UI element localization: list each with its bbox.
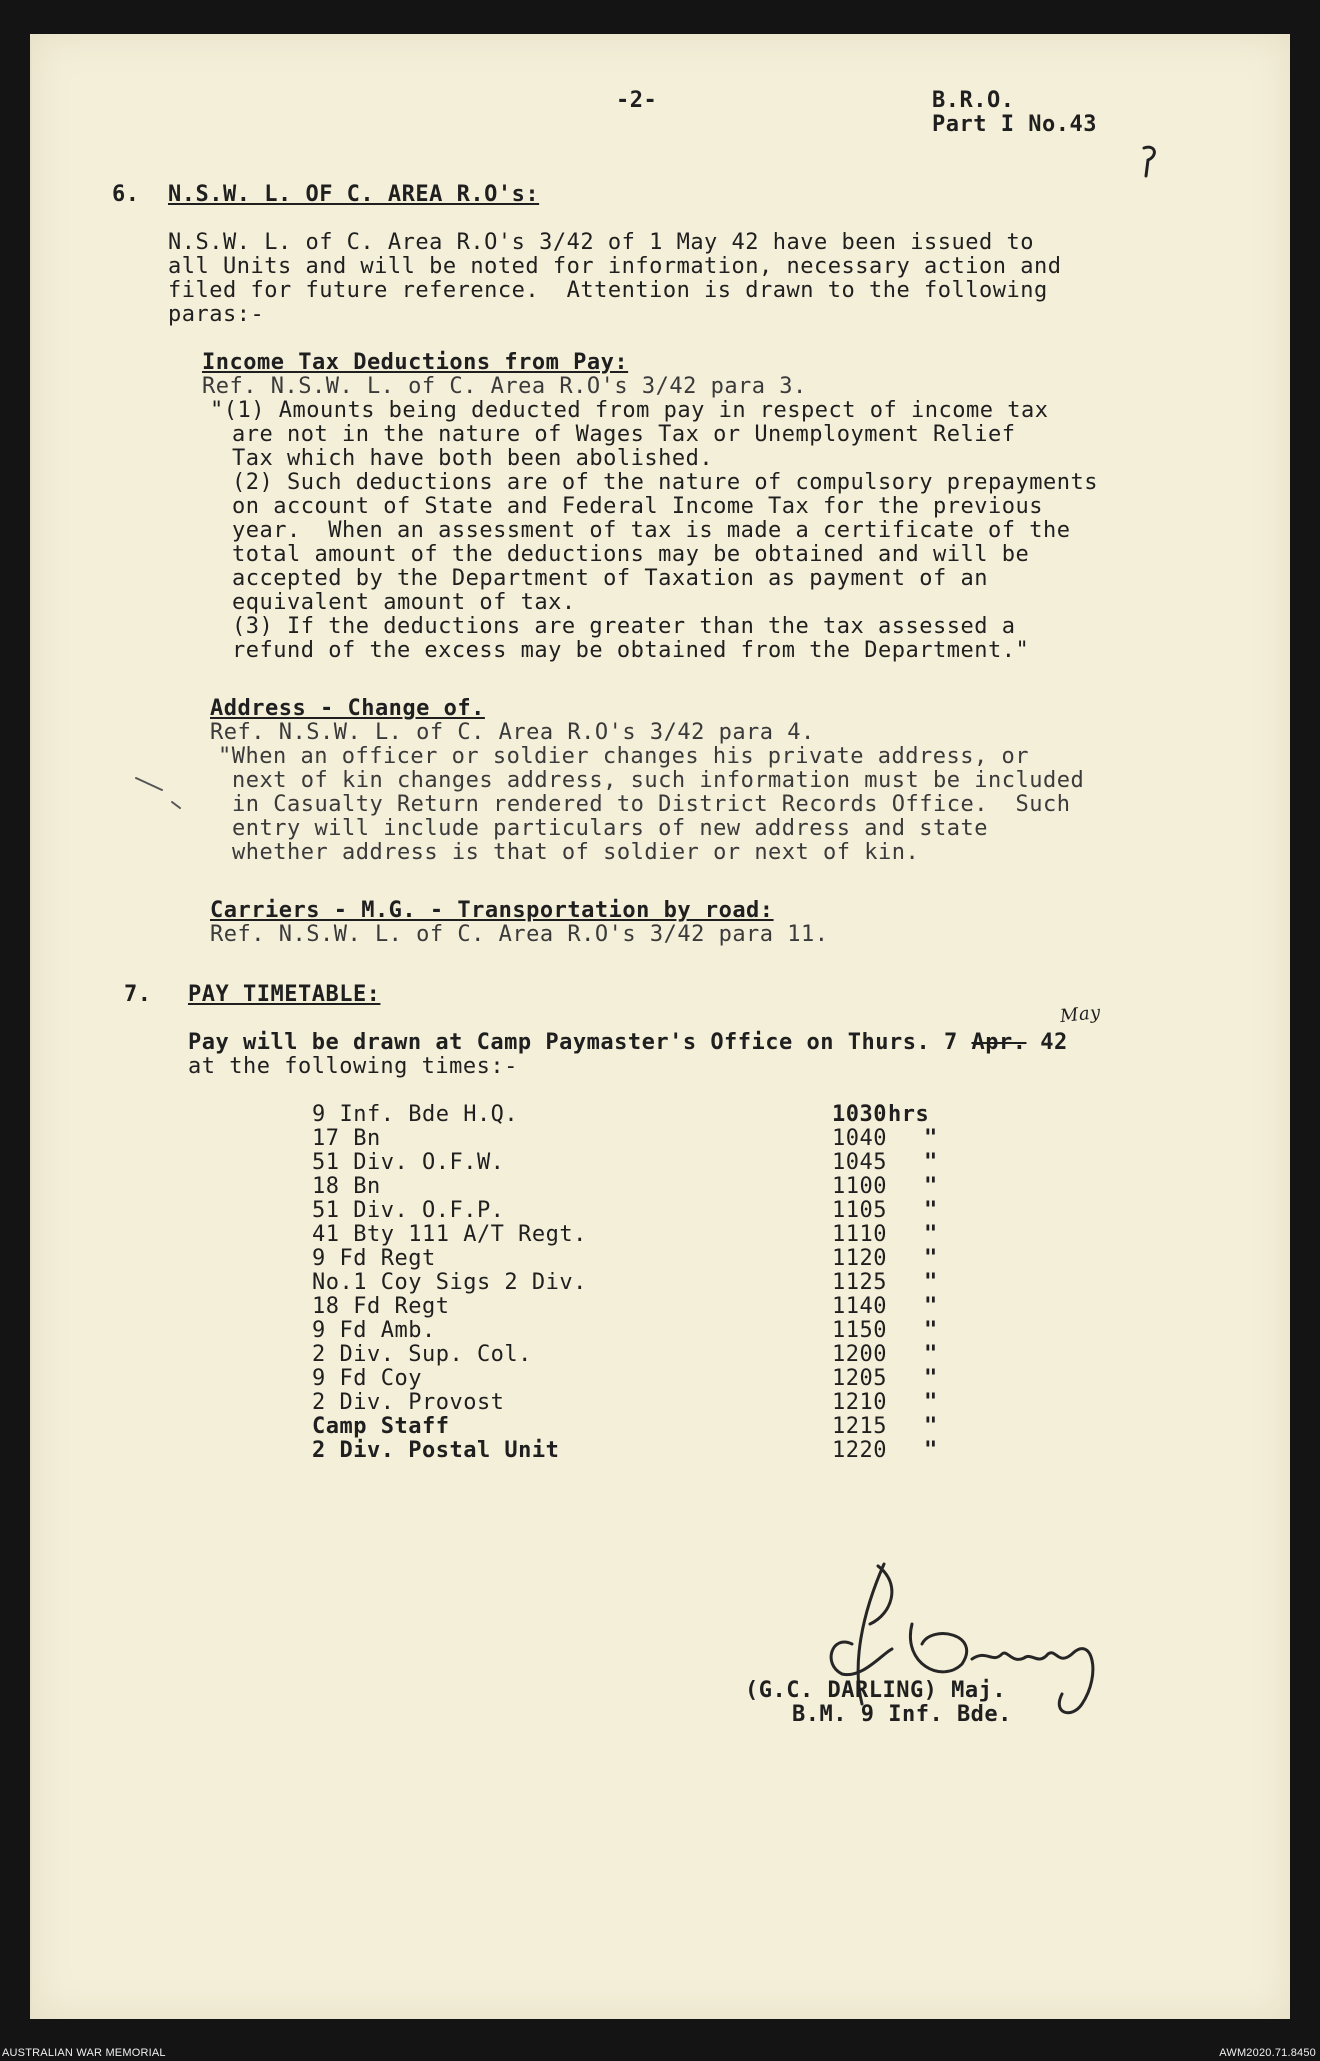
income-tax-line: Tax which have both been abolished. <box>232 446 714 471</box>
hrs-label: hrs <box>888 1102 930 1127</box>
document-page <box>30 34 1290 2019</box>
pay-intro-line-2: at the following times:- <box>188 1054 518 1079</box>
income-tax-line: (2) Such deductions are of the nature of compulsory prepayments <box>232 470 1098 495</box>
income-tax-heading: Income Tax Deductions from Pay: <box>202 350 629 375</box>
address-line: entry will include particulars of new address and state <box>232 816 988 841</box>
timetable-time: 1030 <box>832 1102 887 1127</box>
address-reference: Ref. N.S.W. L. of C. Area R.O's 3/42 para 4. <box>210 720 815 745</box>
section-7-number: 7. <box>124 982 152 1007</box>
ditto-mark: " <box>924 1150 938 1175</box>
timetable-unit: 18 Fd Regt <box>312 1294 450 1319</box>
timetable-time: 1045 <box>832 1150 887 1175</box>
ditto-mark: " <box>924 1198 938 1223</box>
ditto-mark: " <box>924 1342 938 1367</box>
address-heading: Address - Change of. <box>210 696 485 721</box>
timetable-unit: 9 Fd Amb. <box>312 1318 436 1343</box>
timetable-unit: 18 Bn <box>312 1174 381 1199</box>
part-number: Part I No.43 <box>932 112 1097 137</box>
ditto-mark: " <box>924 1294 938 1319</box>
ditto-mark: " <box>924 1414 938 1439</box>
timetable-time: 1125 <box>832 1270 887 1295</box>
income-tax-line: "(1) Amounts being deducted from pay in respect of income tax <box>210 398 1049 423</box>
income-tax-line: on account of State and Federal Income Tax for the previous <box>232 494 1043 519</box>
timetable-time: 1150 <box>832 1318 887 1343</box>
income-tax-line: are not in the nature of Wages Tax or Unemployment Relief <box>232 422 1016 447</box>
timetable-time: 1120 <box>832 1246 887 1271</box>
timetable-unit: 9 Inf. Bde H.Q. <box>312 1102 519 1127</box>
timetable-unit: 51 Div. O.F.P. <box>312 1198 505 1223</box>
section-6-heading: N.S.W. L. OF C. AREA R.O's: <box>168 182 540 207</box>
section-6-intro-line: paras:- <box>168 302 265 327</box>
pay-intro-suffix: 42 <box>1026 1030 1068 1055</box>
section-6-intro-line: all Units and will be noted for information, necessary action and <box>168 254 1062 279</box>
ditto-mark: " <box>924 1174 938 1199</box>
ditto-mark: " <box>924 1222 938 1247</box>
section-6-number: 6. <box>112 182 140 207</box>
pay-timetable <box>32 1104 1290 1504</box>
pay-intro-prefix: Pay will be drawn at Camp Paymaster's Office on Thurs. 7 <box>188 1030 972 1055</box>
ink-mark <box>1136 142 1166 182</box>
address-line: next of kin changes address, such information must be included <box>232 768 1085 793</box>
ditto-mark: " <box>924 1270 938 1295</box>
struck-month: Apr. <box>971 1030 1027 1055</box>
footer-record-id: AWM2020.71.8450 <box>1219 2047 1316 2059</box>
income-tax-line: (3) If the deductions are greater than the tax assessed a <box>232 614 1016 639</box>
timetable-unit: 2 Div. Provost <box>312 1390 505 1415</box>
timetable-unit: 17 Bn <box>312 1126 381 1151</box>
timetable-time: 1100 <box>832 1174 887 1199</box>
timetable-time: 1105 <box>832 1198 887 1223</box>
carriers-reference: Ref. N.S.W. L. of C. Area R.O's 3/42 para 11. <box>210 922 829 947</box>
timetable-time: 1200 <box>832 1342 887 1367</box>
ditto-mark: " <box>924 1246 938 1271</box>
bro-reference: B.R.O. <box>932 88 1015 113</box>
ditto-mark: " <box>924 1390 938 1415</box>
timetable-time: 1140 <box>832 1294 887 1319</box>
ditto-mark: " <box>924 1126 938 1151</box>
timetable-time: 1210 <box>832 1390 887 1415</box>
section-6-intro-line: N.S.W. L. of C. Area R.O's 3/42 of 1 May 42 have been issued to <box>168 230 1034 255</box>
address-line: whether address is that of soldier or next of kin. <box>232 840 920 865</box>
handwritten-month-correction: May <box>1058 1001 1102 1028</box>
timetable-unit: 51 Div. O.F.W. <box>312 1150 505 1175</box>
timetable-time: 1215 <box>832 1414 887 1439</box>
signatory-name: (G.C. DARLING) Maj. <box>745 1678 1007 1703</box>
address-line: "When an officer or soldier changes his private address, or <box>218 744 1029 769</box>
timetable-time: 1205 <box>832 1366 887 1391</box>
page-number: -2- <box>616 88 658 113</box>
timetable-unit: 9 Fd Coy <box>312 1366 422 1391</box>
footer-archive-name: AUSTRALIAN WAR MEMORIAL <box>2 2047 166 2059</box>
address-line: in Casualty Return rendered to District Records Office. Such <box>232 792 1071 817</box>
pay-intro-line <box>188 1032 1068 1054</box>
section-7-heading: PAY TIMETABLE: <box>188 982 381 1007</box>
timetable-unit: 2 Div. Postal Unit <box>312 1438 560 1463</box>
income-tax-line: equivalent amount of tax. <box>232 590 576 615</box>
ditto-mark: " <box>924 1366 938 1391</box>
timetable-unit: Camp Staff <box>312 1414 450 1439</box>
timetable-time: 1110 <box>832 1222 887 1247</box>
ditto-mark: " <box>924 1318 938 1343</box>
timetable-unit: 41 Bty 111 A/T Regt. <box>312 1222 587 1247</box>
timetable-unit: No.1 Coy Sigs 2 Div. <box>312 1270 587 1295</box>
signatory-title: B.M. 9 Inf. Bde. <box>792 1702 1012 1727</box>
income-tax-line: refund of the excess may be obtained from the Department." <box>232 638 1030 663</box>
income-tax-line: accepted by the Department of Taxation as payment of an <box>232 566 988 591</box>
carriers-heading: Carriers - M.G. - Transportation by road: <box>210 898 774 923</box>
timetable-unit: 2 Div. Sup. Col. <box>312 1342 532 1367</box>
income-tax-reference: Ref. N.S.W. L. of C. Area R.O's 3/42 para 3. <box>202 374 807 399</box>
timetable-time: 1040 <box>832 1126 887 1151</box>
timetable-unit: 9 Fd Regt <box>312 1246 436 1271</box>
section-6-intro-line: filed for future reference. Attention is drawn to the following <box>168 278 1048 303</box>
income-tax-line: year. When an assessment of tax is made a certificate of the <box>232 518 1071 543</box>
ditto-mark: " <box>924 1438 938 1463</box>
pencil-mark <box>132 774 192 814</box>
timetable-time: 1220 <box>832 1438 887 1463</box>
income-tax-line: total amount of the deductions may be obtained and will be <box>232 542 1030 567</box>
